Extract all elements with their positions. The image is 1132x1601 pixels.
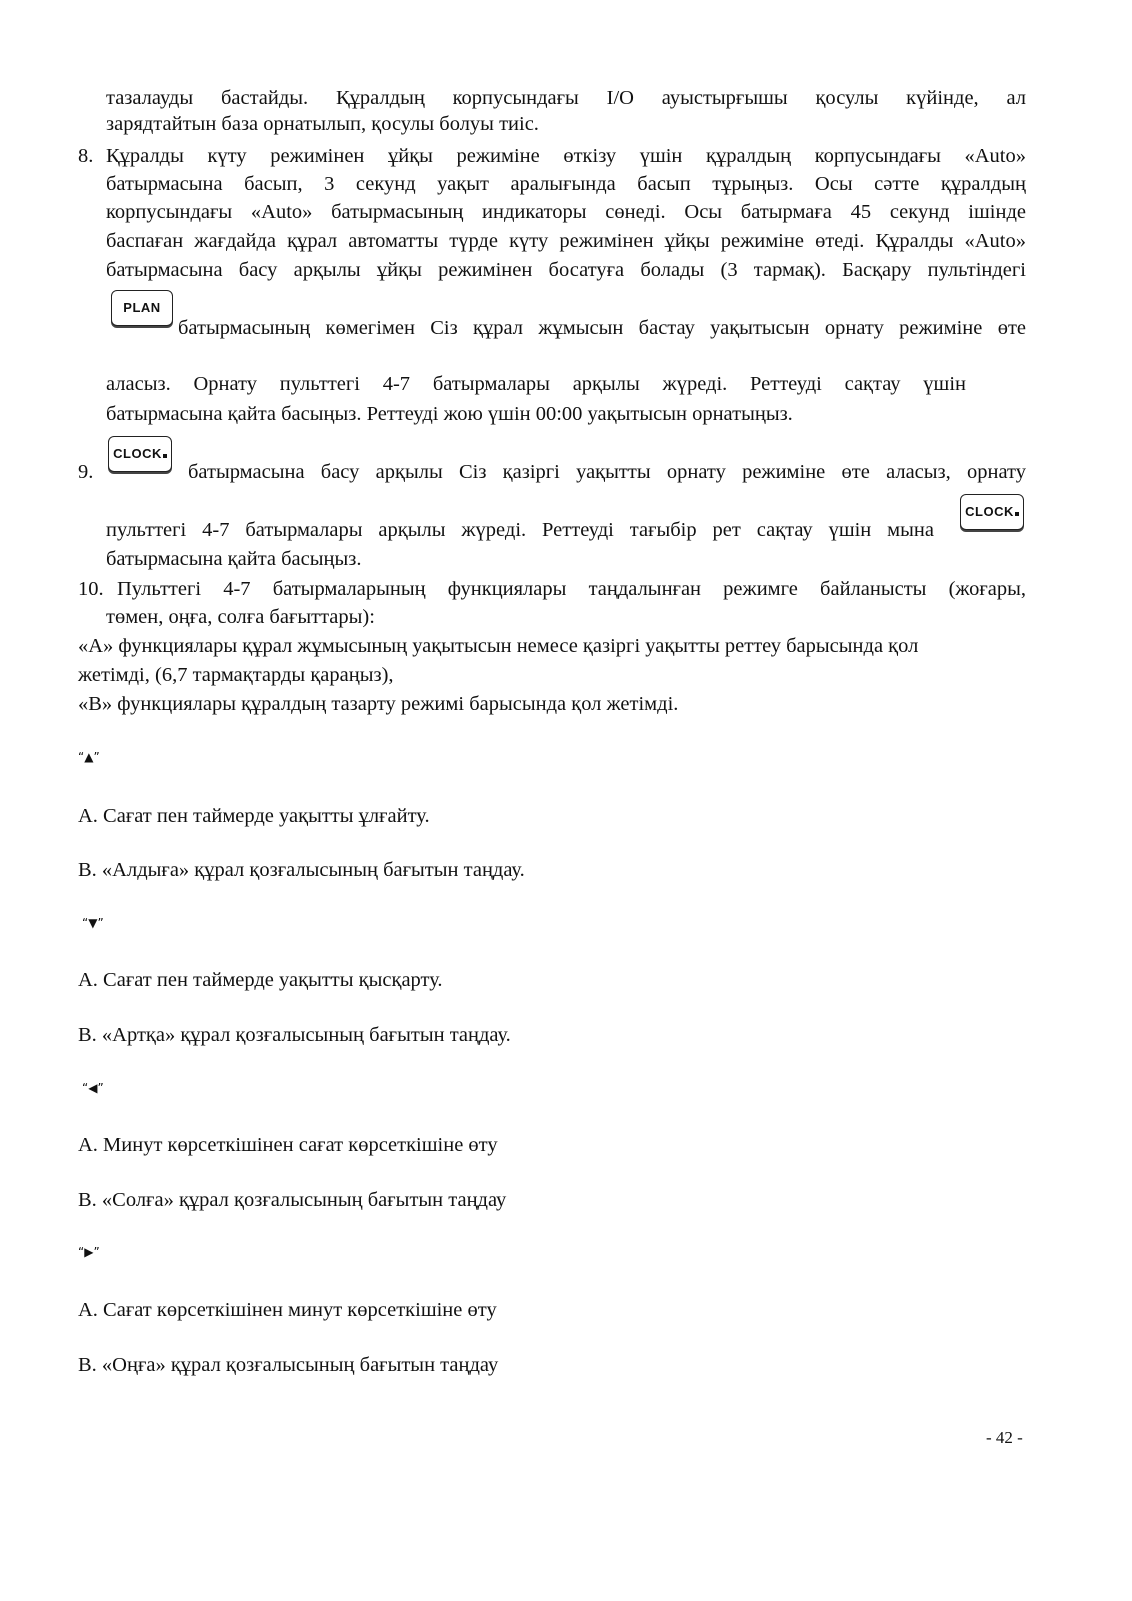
right-function-a: А. Сағат көрсеткішінен минут көрсеткішіне өту (78, 1299, 497, 1321)
p9-line-1: батырмасына басу арқылы Сіз қазіргі уақытты орнату режиміне өте аласыз, орнату (188, 461, 1026, 483)
plan-key-label: PLAN (123, 300, 161, 315)
clock-key-icon-2 (960, 494, 1024, 530)
p8-line-2: батырмасына басып, 3 секунд уақыт аралығында басып тұрыңыз. Осы сәтте құралдың (106, 173, 1026, 195)
p7-line-1: тазалауды бастайды. Құралдың корпусындағы I/O ауыстырғышы қосулы күйінде, ал (106, 87, 1026, 109)
right-arrow-icon: “▶” (78, 1245, 100, 1259)
p8-line-5: батырмасына басу арқылы ұйқы режимінен босатуға болады (3 тармақ). Басқару пультіндегі (106, 259, 1026, 281)
clock-key-label-2: CLOCK (965, 504, 1014, 519)
p7-line-2: зарядтайтын база орнатылып, қосулы болуы тиіс. (106, 113, 539, 135)
p9-line-2: пульттегі 4-7 батырмалары арқылы жүреді. Реттеуді тағыбір рет сақтау үшін мына (106, 519, 934, 541)
p8-line-3: корпусындағы «Auto» батырмасының индикаторы сөнеді. Осы батырмаға 45 секунд ішінде (106, 201, 1026, 223)
clock-key-label: CLOCK (113, 446, 162, 461)
up-function-a: А. Сағат пен таймерде уақытты ұлғайту. (78, 805, 430, 827)
item-10-number: 10. (78, 578, 104, 600)
item-8-number: 8. (78, 145, 94, 167)
page-number: - 42 - (986, 1428, 1023, 1447)
p10-line-2: төмен, оңға, солға бағыттары): (106, 606, 375, 628)
right-function-b: В. «Оңға» құрал қозғалысының бағытын таңдау (78, 1354, 499, 1376)
item-9-number: 9. (78, 461, 94, 483)
p8-line-1: Құралды күту режимінен ұйқы режиміне өткізу үшін құралдың корпусындағы «Auto» (106, 145, 1026, 167)
left-function-b: В. «Солға» құрал қозғалысының бағытын таңдау (78, 1189, 507, 1211)
left-arrow-icon: “◀” (82, 1081, 104, 1095)
p9-line-3: батырмасына қайта басыңыз. (106, 548, 362, 570)
p8-line-8: батырмасына қайта басыңыз. Реттеуді жою үшін 00:00 уақытысын орнатыңыз. (106, 403, 793, 425)
functions-a-line-1: «А» функциялары құрал жұмысының уақытысын немесе қазіргі уақытты реттеу барысында қол (78, 635, 919, 657)
up-function-b: В. «Алдыға» құрал қозғалысының бағытын таңдау. (78, 859, 525, 881)
p8-line-6: батырмасының көмегімен Сіз құрал жұмысын бастау уақытысын орнату режиміне өте (178, 317, 1026, 339)
p8-line-7: аласыз. Орнату пульттегі 4-7 батырмалары арқылы жүреді. Реттеуді сақтау үшін (106, 373, 966, 395)
p10-line-1: Пульттегі 4-7 батырмаларының функциялары таңдалынған режимге байланысты (жоғары, (117, 578, 1026, 600)
down-function-b: В. «Артқа» құрал қозғалысының бағытын таңдау. (78, 1024, 511, 1046)
left-function-a: А. Минут көрсеткішінен сағат көрсеткішіне өту (78, 1134, 498, 1156)
up-arrow-icon: “▲” (78, 750, 100, 764)
functions-a-line-2: жетімді, (6,7 тармақтарды қараңыз), (78, 664, 394, 686)
functions-b-line: «В» функциялары құралдың тазарту режимі барысында қол жетімді. (78, 693, 679, 715)
p8-line-4: баспаған жағдайда құрал автоматты түрде күту режимінен ұйқы режиміне өтеді. Құралды «Auto» (106, 230, 1026, 252)
plan-key-icon (111, 290, 173, 326)
clock-key-icon (108, 436, 172, 472)
down-arrow-icon: “▼” (82, 916, 104, 930)
down-function-a: А. Сағат пен таймерде уақытты қысқарту. (78, 969, 443, 991)
